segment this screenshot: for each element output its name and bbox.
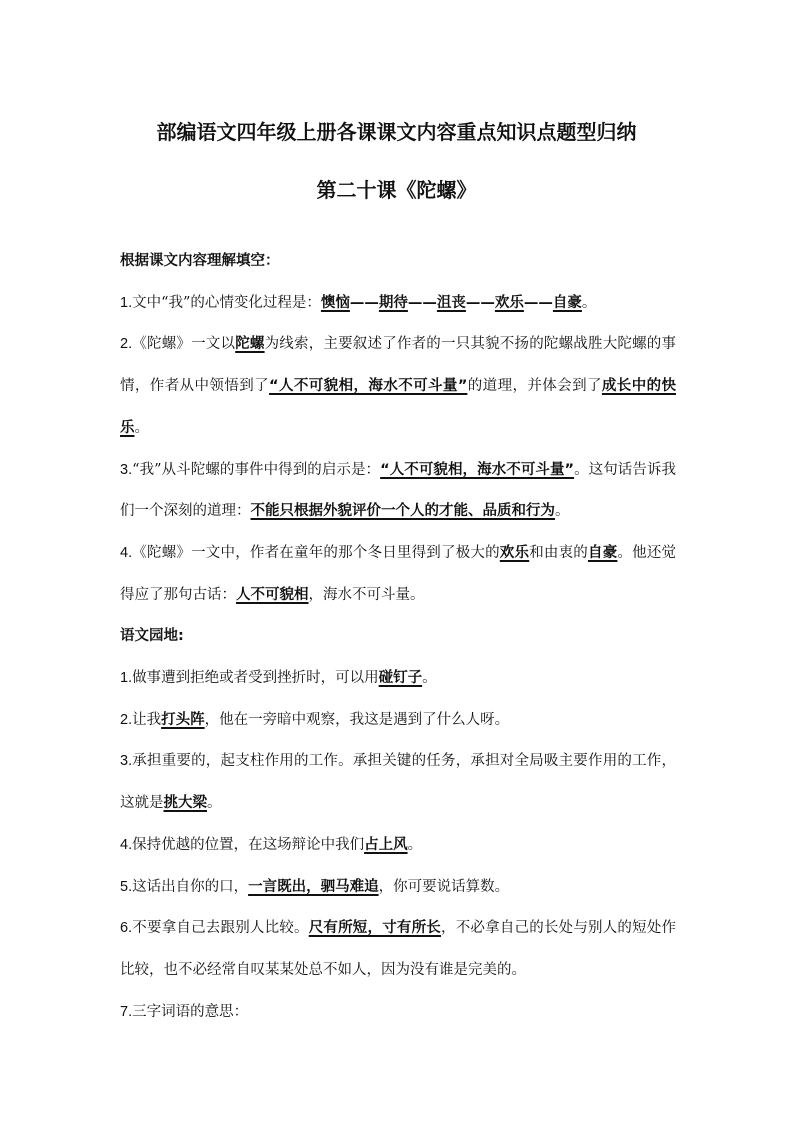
- question-text: 做事遭到拒绝或者受到挫折时，可以用: [132, 670, 379, 687]
- question-number: 2.: [120, 711, 133, 728]
- dash-separator: ——: [407, 294, 437, 311]
- question-number: 7.: [120, 1003, 133, 1020]
- question-text: 承担重要的，起支柱作用的工作。承担关键的任务，承担对全局吸主要作用的工作，这就是: [120, 753, 676, 812]
- question-number: 1.: [120, 294, 133, 311]
- question-number: 3.: [120, 753, 133, 770]
- question-text: ，你可要说话算数。: [378, 878, 510, 895]
- question-number: 5.: [120, 878, 133, 895]
- question-text: 三字词语的意思：: [132, 1003, 249, 1020]
- question-2-1: [120, 658, 676, 700]
- question-text: 文中“我”的心情变化过程是：: [132, 294, 321, 311]
- question-text: 。: [422, 670, 437, 687]
- question-text: 为线索，主要叙述了作者的一只其貌不扬的陀螺战胜大陀螺的事情，作者从中领悟到了: [120, 336, 677, 395]
- answer-text: “人不可貌相，海水不可斗量”: [380, 461, 575, 478]
- question-number: 6.: [120, 920, 133, 937]
- question-number: 1.: [120, 670, 133, 687]
- question-1-2: [120, 324, 676, 449]
- section-heading-chinese-garden: 语文园地:: [120, 628, 184, 645]
- answer-text: 懊恼: [320, 294, 350, 311]
- answer-text: 成长中的快乐: [120, 378, 677, 436]
- question-number: 2.: [120, 336, 133, 353]
- question-number: 4.: [120, 544, 133, 561]
- answer-text: 沮丧: [436, 294, 466, 311]
- question-1-3: [120, 450, 676, 533]
- question-1-1: [120, 283, 676, 325]
- answer-text: 碰钉子: [378, 670, 423, 687]
- answer-text: 陀螺: [235, 336, 265, 353]
- lesson-title: 第二十课《陀螺》: [316, 178, 477, 202]
- question-text: 。这句话告诉我们一个深刻的道理：: [120, 461, 677, 520]
- answer-text: 人不可貌相: [236, 586, 309, 603]
- document-title: 部编语文四年级上册各课课文内容重点知识点题型归纳: [156, 120, 637, 144]
- question-2-2: [120, 700, 676, 742]
- question-text: ，不必拿自己的长处与别人的短处作比较，也不必经常自叹某某处总不如人，因为没有谁是完美的。: [120, 920, 677, 978]
- question-text: 。: [207, 795, 222, 812]
- question-text: 保持优越的位置，在这场辩论中我们: [132, 836, 365, 853]
- answer-text: “人不可貌相，海水不可斗量”: [269, 378, 468, 395]
- answer-text: 占上风: [364, 836, 408, 853]
- question-2-7: [120, 992, 676, 1034]
- question-text: ，海水不可斗量。: [308, 586, 425, 603]
- question-2-6: [120, 908, 676, 991]
- question-text: 。他还觉得应了那句古话：: [120, 544, 677, 603]
- answer-text: 一言既出，驷马难追: [248, 878, 379, 895]
- dash-separator: ——: [523, 294, 553, 311]
- answer-text: 挑大梁: [163, 795, 207, 812]
- question-text: ，他在一旁暗中观察，我这是遇到了什么人呀。: [204, 711, 510, 728]
- question-number: 3.: [120, 461, 133, 478]
- dash-separator: ——: [349, 294, 379, 311]
- answer-text: 自豪: [588, 544, 618, 561]
- question-text: 这话出自你的口，: [132, 878, 249, 895]
- question-2-3: [120, 741, 676, 824]
- question-text: 。: [581, 294, 597, 311]
- question-2-4: [120, 825, 676, 867]
- answer-text: 自豪: [552, 294, 582, 311]
- question-text: 让我: [132, 711, 162, 728]
- answer-text: 尺有所短，寸有所长: [308, 920, 442, 937]
- question-text: 和由衷的: [529, 544, 589, 561]
- answer-text: 欢乐: [499, 544, 530, 561]
- question-text: 。: [555, 503, 570, 520]
- question-text: 。: [134, 419, 149, 436]
- answer-text: 不能只根据外貌评价一个人的才能、品质和行为: [250, 503, 555, 520]
- question-text: 《陀螺》一文以: [132, 336, 236, 353]
- question-2-5: [120, 867, 676, 909]
- dash-separator: ——: [465, 294, 495, 311]
- question-number: 4.: [120, 836, 133, 853]
- question-text: “我”从斗陀螺的事件中得到的启示是：: [132, 461, 381, 478]
- answer-text: 欢乐: [494, 294, 524, 311]
- question-text: 的道理，并体会到了: [467, 378, 602, 395]
- answer-text: 期待: [378, 294, 408, 311]
- answer-text: 打头阵: [161, 711, 205, 728]
- section-heading-fill-in: 根据课文内容理解填空：: [120, 253, 280, 269]
- question-text: 不要拿自己去跟别人比较。: [132, 920, 309, 937]
- document-body: [120, 241, 676, 1033]
- question-1-4: [120, 533, 676, 616]
- question-text: 《陀螺》一文中，作者在童年的那个冬日里得到了极大的: [132, 544, 500, 561]
- question-text: 。: [407, 836, 423, 853]
